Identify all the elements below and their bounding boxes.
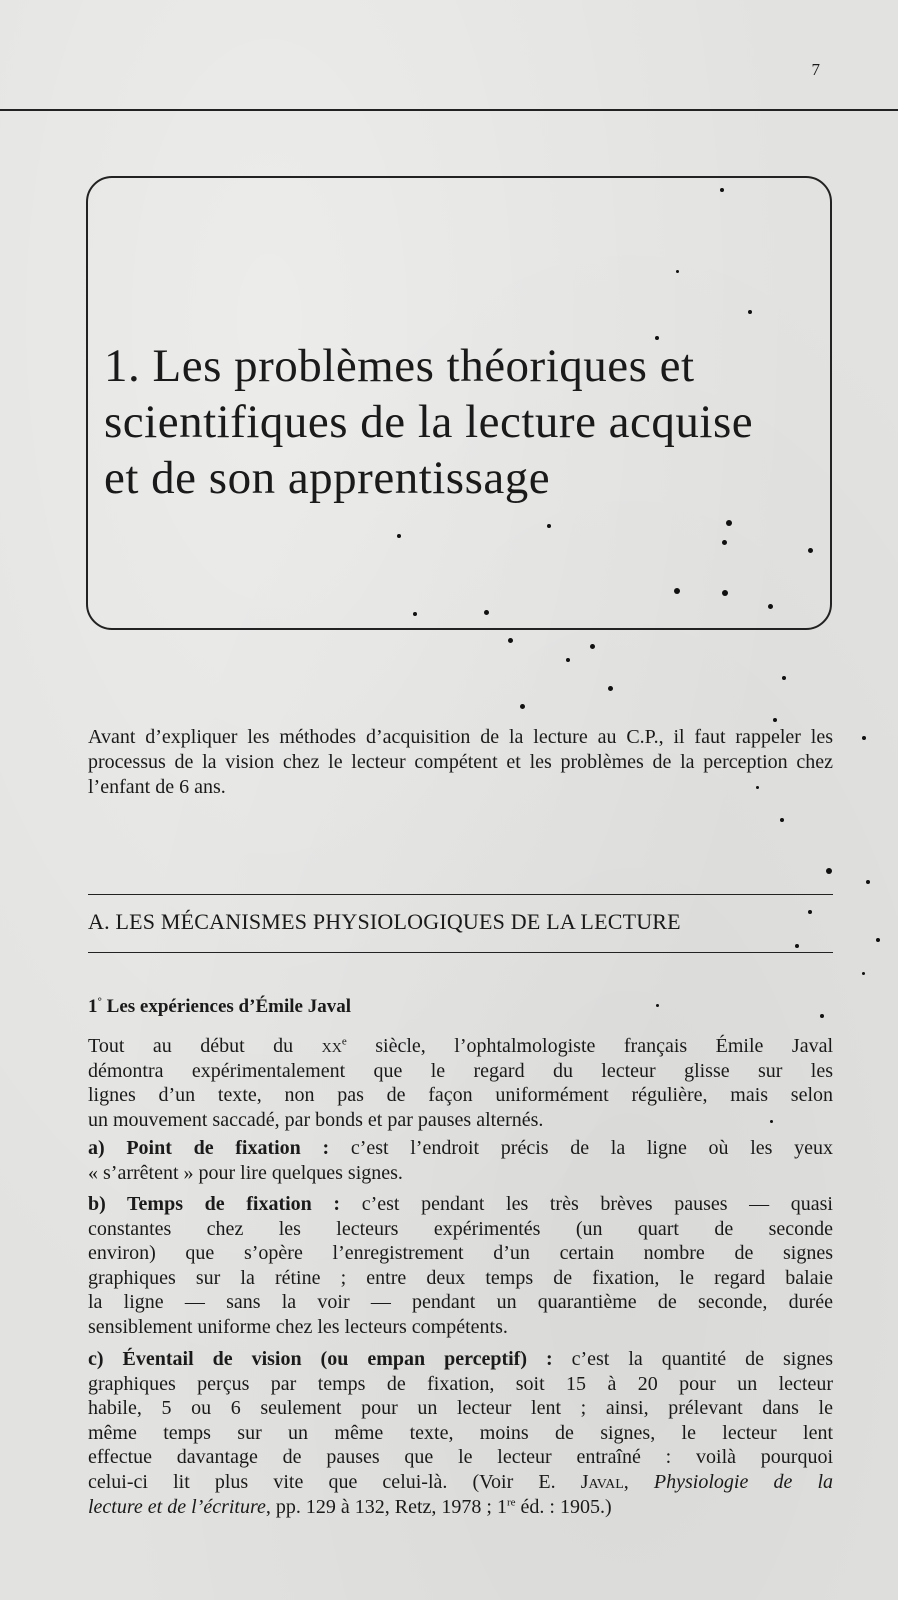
intro-paragraph: Avant d’expliquer les méthodes d’acquisition de la lecture au C.P., il faut rappeler les processus de la vision chez le lecteur compétent et les problèmes de la perception chez l’enfant de 6 ans.: [88, 726, 833, 798]
ink-speck: [520, 704, 525, 709]
text-line: celui-ci lit plus vite que celui-là. (Voir E. Javal, Physiologie de la: [88, 1470, 834, 1493]
text-line: lecture et de l’écriture, pp. 129 à 132, Retz, 1978 ; 1re éd. : 1905.): [88, 1495, 612, 1518]
ink-speck: [608, 686, 613, 691]
author-name: Javal: [580, 1470, 624, 1493]
text-line: constantes chez les lecteurs expérimentés (un quart de seconde: [88, 1217, 833, 1240]
ink-speck: [547, 524, 551, 528]
degree-sign: °: [97, 995, 102, 1008]
paragraph-eventail-de-vision: [88, 1347, 833, 1519]
text-line: c) Éventail de vision (ou empan perceptif) : c’est la quantité de signes: [88, 1348, 833, 1370]
ink-speck: [876, 938, 880, 942]
text-line: démontra expérimentalement que le regard du lecteur glisse sur les: [88, 1059, 833, 1082]
header-rule: [0, 109, 898, 111]
book-title: Physiologie de la: [653, 1470, 834, 1493]
ink-speck: [808, 910, 812, 914]
paragraph-javal-intro: [88, 1034, 833, 1132]
definition-term: b) Temps de fixation :: [88, 1193, 341, 1215]
ink-speck: [397, 534, 401, 538]
chapter-title-line: 1. Les problèmes théoriques et: [104, 340, 695, 392]
ink-speck: [655, 336, 659, 340]
text-line: un mouvement saccadé, par bonds et par pauses alternés.: [88, 1108, 544, 1131]
chapter-title-box: [86, 176, 832, 630]
subsection-number: 1: [88, 996, 98, 1017]
ink-speck: [656, 1004, 659, 1007]
ink-speck: [866, 880, 870, 884]
ink-speck: [826, 868, 832, 874]
ink-speck: [484, 610, 489, 615]
text-line: « s’arrêtent » pour lire quelques signes.: [88, 1161, 403, 1184]
ink-speck: [820, 1014, 824, 1018]
ink-speck: [674, 588, 680, 594]
ink-speck: [770, 1120, 773, 1123]
ink-speck: [722, 540, 727, 545]
text-line: lignes d’un texte, non pas de façon uniformément régulière, mais selon: [88, 1084, 833, 1107]
ink-speck: [756, 786, 759, 789]
section-rule-top: [88, 894, 833, 895]
ink-speck: [748, 310, 752, 314]
ink-speck: [862, 972, 865, 975]
chapter-title-line: et de son apprentissage: [104, 452, 551, 504]
ink-speck: [795, 944, 799, 948]
ink-speck: [862, 736, 866, 740]
text-line: b) Temps de fixation : c’est pendant les très brèves pauses — quasi: [88, 1193, 833, 1215]
paragraph-temps-de-fixation: [88, 1192, 833, 1340]
definition-term: a) Point de fixation :: [88, 1137, 330, 1159]
ink-speck: [808, 548, 813, 553]
ink-speck: [768, 604, 773, 609]
ink-speck: [726, 520, 732, 526]
paragraph-point-de-fixation: [88, 1136, 833, 1185]
text-line: graphiques perçus par temps de fixation, soit 15 à 20 pour un lecteur: [88, 1372, 833, 1395]
ink-speck: [773, 718, 777, 722]
ink-speck: [722, 590, 728, 596]
ink-speck: [676, 270, 679, 273]
text-line: effectue davantage de pauses que le lecteur entraîné : voilà pourquoi: [88, 1446, 833, 1469]
ink-speck: [508, 638, 513, 643]
ink-speck: [782, 676, 786, 680]
section-heading: A. LES MÉCANISMES PHYSIOLOGIQUES DE LA LECTURE: [88, 909, 681, 934]
subsection-heading: [88, 994, 351, 1020]
ink-speck: [590, 644, 595, 649]
page-number: 7: [811, 60, 820, 79]
text-line: environ) que s’opère l’enregistrement d’un certain nombre de signes: [88, 1242, 833, 1265]
text-line: Tout au début du $xx^e$ siècle, l’ophtalmologiste français Émile Javal: [88, 1035, 833, 1057]
text-line: graphiques sur la rétine ; entre deux temps de fixation, le regard balaie: [88, 1266, 833, 1289]
chapter-title-line: scientifiques de la lecture acquise: [104, 396, 754, 448]
subsection-title: Les expériences d’Émile Javal: [106, 996, 351, 1017]
text-line: sensiblement uniforme chez les lecteurs compétents.: [88, 1315, 508, 1338]
definition-term: c) Éventail de vision (ou empan perceptif) :: [88, 1348, 553, 1370]
text-line: a) Point de fixation : c’est l’endroit précis de la ligne où les yeux: [88, 1137, 833, 1159]
text-line: habile, 5 ou 6 seulement pour un lecteur lent ; ainsi, prélevant dans le: [88, 1397, 833, 1420]
text-line: même temps sur un même texte, moins de signes, le lecteur lent: [88, 1421, 833, 1444]
ink-speck: [720, 188, 724, 192]
text-line: la ligne — sans la voir — pendant un quarantième de seconde, durée: [88, 1291, 833, 1314]
book-title: lecture et de l’écriture: [88, 1495, 266, 1518]
ink-speck: [413, 612, 417, 616]
ink-speck: [780, 818, 784, 822]
ink-speck: [566, 658, 570, 662]
chapter-title: [104, 338, 820, 506]
section-rule-bottom: [88, 952, 833, 953]
